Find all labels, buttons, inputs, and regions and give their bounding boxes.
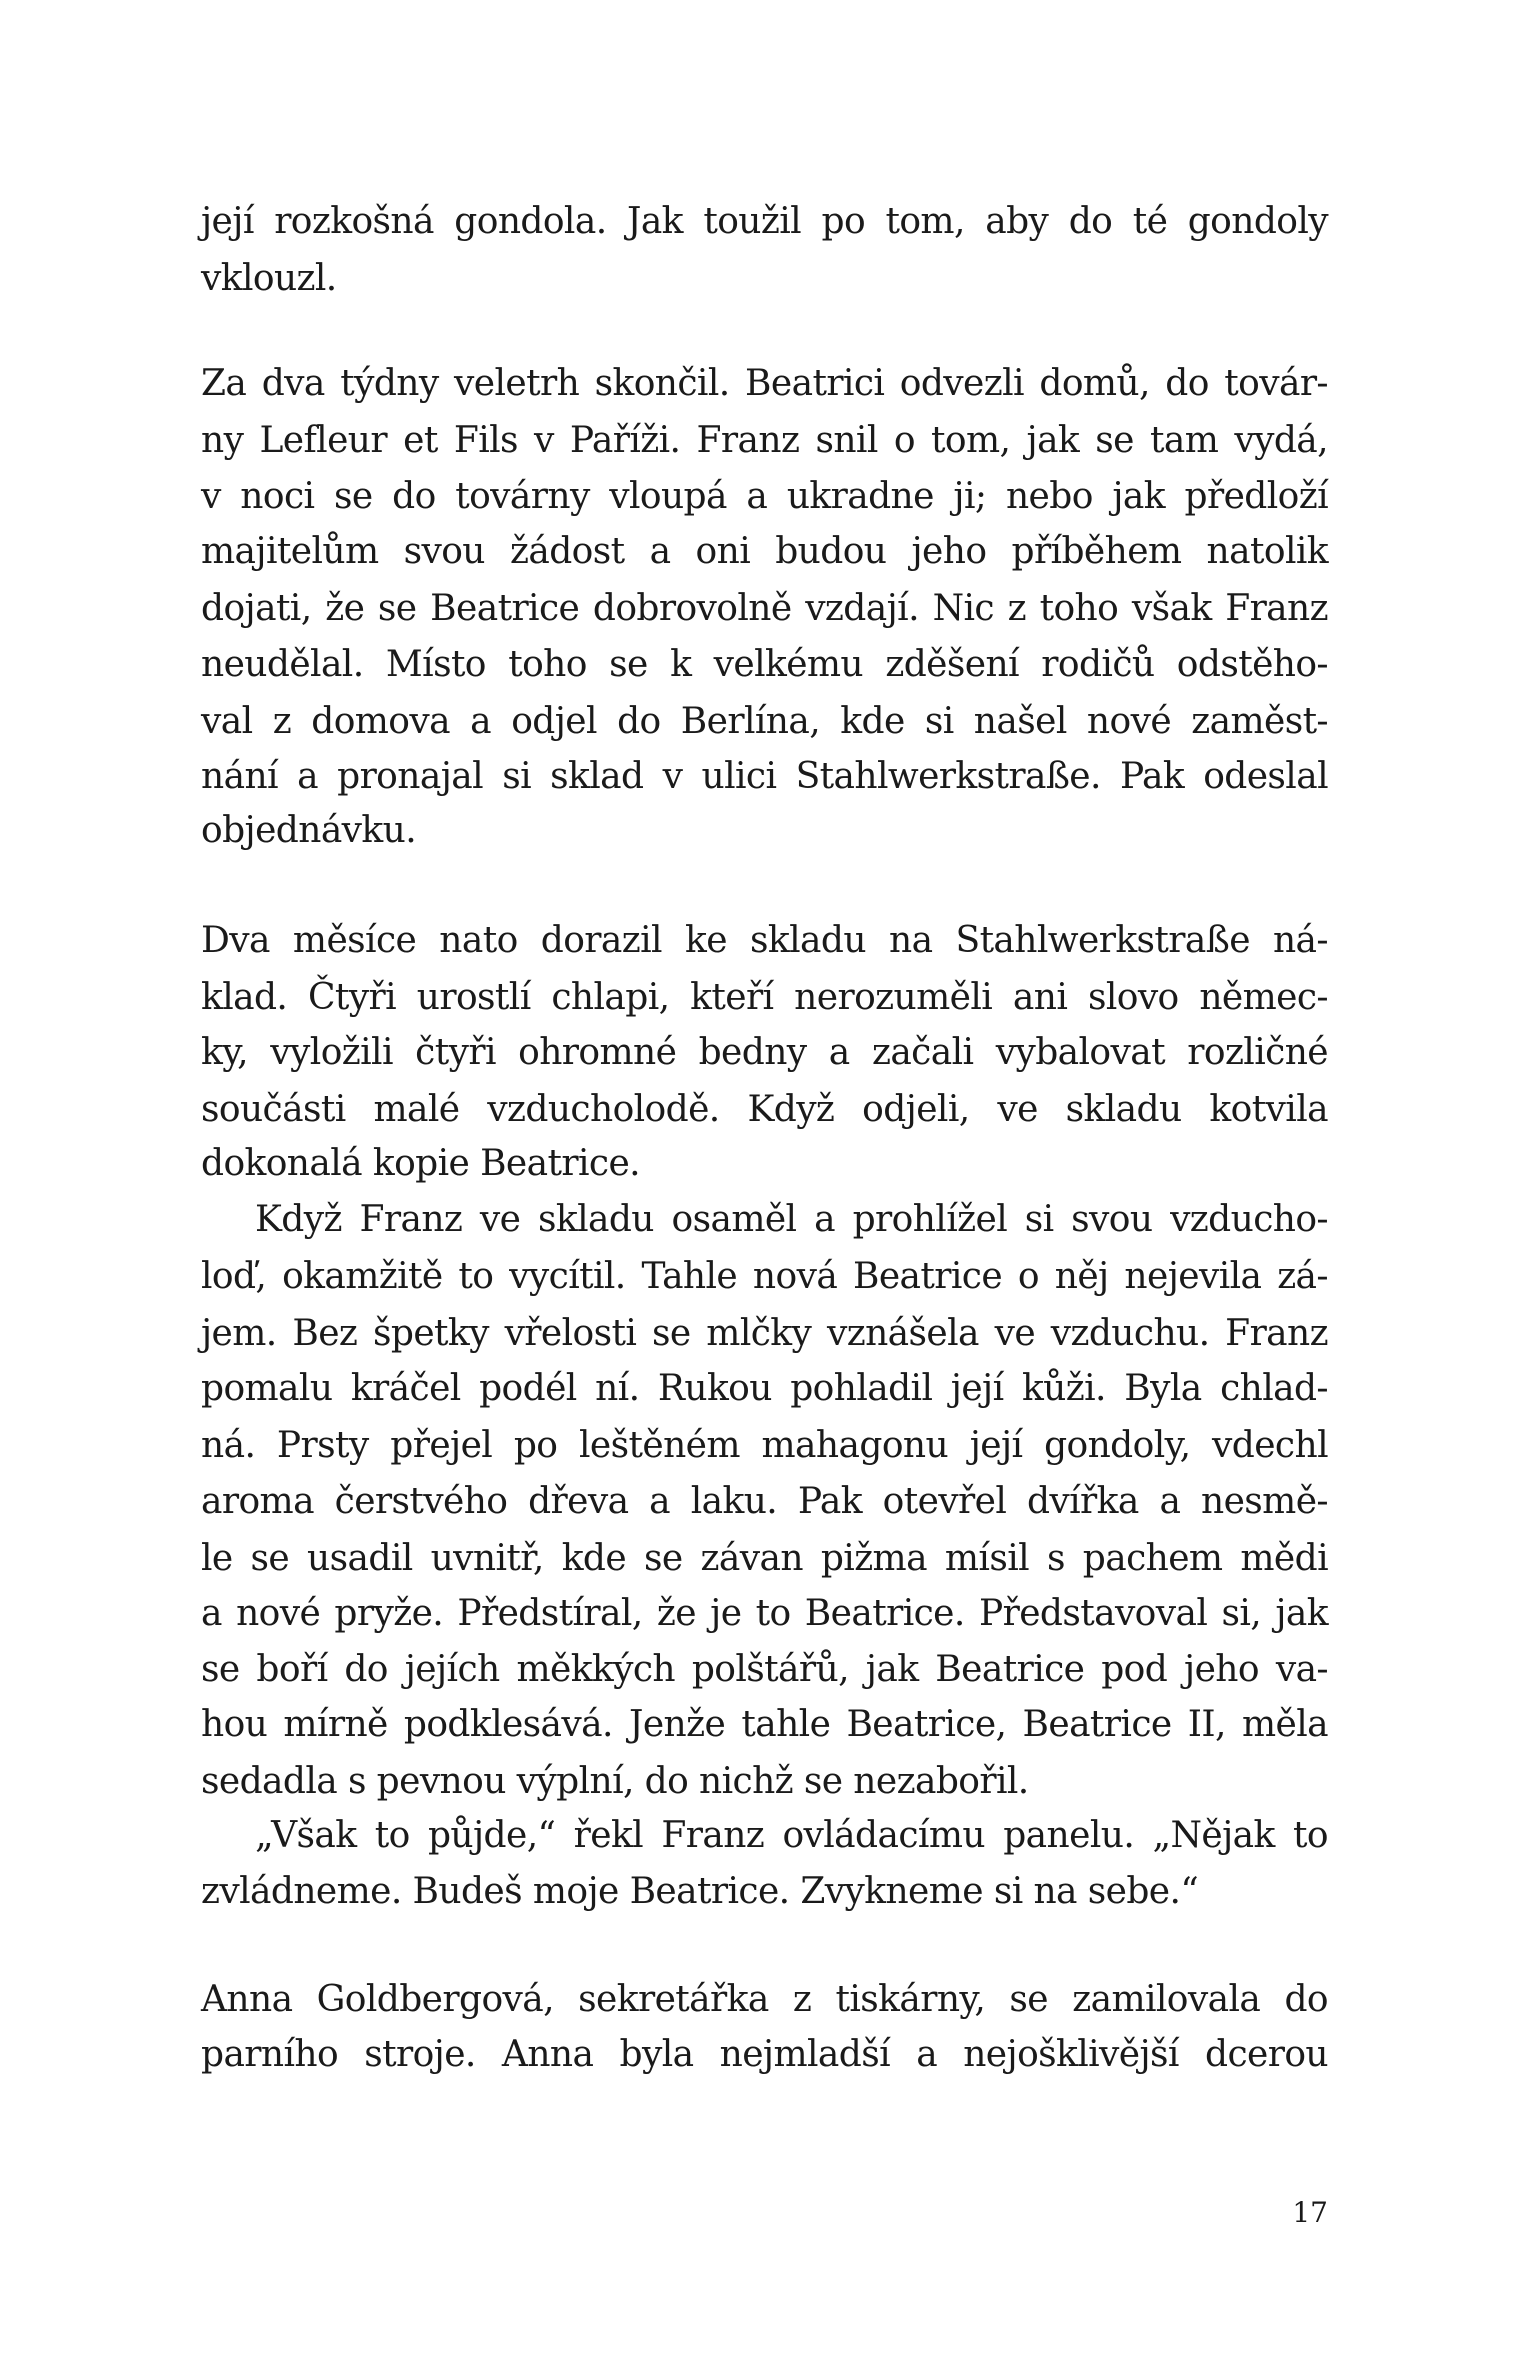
text-line: ky, vyložili čtyři ohromné bedny a začali vybalovat rozličné xyxy=(201,1032,1328,1073)
text-line: vklouzl. xyxy=(201,258,337,299)
text-line: le se usadil uvnitř, kde se závan pižma mísil s pachem mědi xyxy=(201,1538,1328,1579)
text-line: Dva měsíce nato dorazil ke skladu na Stahlwerkstraße ná- xyxy=(201,920,1328,961)
text-line: jem. Bez špetky vřelosti se mlčky vznášela ve vzduchu. Franz xyxy=(201,1313,1328,1354)
text-line: Za dva týdny veletrh skončil. Beatrici odvezli domů, do továr- xyxy=(201,363,1328,404)
page-number: 17 xyxy=(1292,2196,1328,2229)
text-line: klad. Čtyři urostlí chlapi, kteří nerozuměli ani slovo němec- xyxy=(201,977,1328,1018)
text-line: Anna Goldbergová, sekretářka z tiskárny, se zamilovala do xyxy=(201,1979,1328,2020)
text-line: zvládneme. Budeš moje Beatrice. Zvykneme si na sebe.“ xyxy=(201,1871,1199,1912)
text-line: a nové pryže. Předstíral, že je to Beatrice. Představoval si, jak xyxy=(201,1593,1328,1634)
text-line: Když Franz ve skladu osaměl a prohlížel si svou vzducho- xyxy=(255,1199,1328,1240)
text-line: ná. Prsty přejel po leštěném mahagonu její gondoly, vdechl xyxy=(201,1425,1328,1466)
text-line: její rozkošná gondola. Jak toužil po tom, aby do té gondoly xyxy=(201,201,1328,242)
text-line: loď, okamžitě to vycítil. Tahle nová Beatrice o něj nejevila zá- xyxy=(201,1256,1328,1297)
text-line: sedadla s pevnou výplní, do nichž se nezabořil. xyxy=(201,1761,1029,1802)
text-line: parního stroje. Anna byla nejmladší a nejošklivější dcerou xyxy=(201,2034,1328,2075)
text-line: součásti malé vzducholodě. Když odjeli, ve skladu kotvila xyxy=(201,1089,1328,1130)
text-line: „Však to půjde,“ řekl Franz ovládacímu panelu. „Nějak to xyxy=(255,1815,1328,1856)
text-line: v noci se do továrny vloupá a ukradne ji; nebo jak předloží xyxy=(201,476,1328,517)
text-line: aroma čerstvého dřeva a laku. Pak otevřel dvířka a nesmě- xyxy=(201,1481,1328,1522)
text-line: val z domova a odjel do Berlína, kde si našel nové zaměst- xyxy=(201,701,1328,742)
text-line: se boří do jejích měkkých polštářů, jak Beatrice pod jeho va- xyxy=(201,1649,1328,1690)
text-line: ny Lefleur et Fils v Paříži. Franz snil o tom, jak se tam vydá, xyxy=(201,420,1328,461)
text-line: neudělal. Místo toho se k velkému zděšení rodičů odstěho- xyxy=(201,644,1328,685)
text-line: dojati, že se Beatrice dobrovolně vzdají. Nic z toho však Franz xyxy=(201,588,1328,629)
text-line: pomalu kráčel podél ní. Rukou pohladil její kůži. Byla chlad- xyxy=(201,1368,1328,1409)
text-line: dokonalá kopie Beatrice. xyxy=(201,1143,640,1184)
text-line: nání a pronajal si sklad v ulici Stahlwerkstraße. Pak odeslal xyxy=(201,756,1328,797)
text-line: majitelům svou žádost a oni budou jeho příběhem natolik xyxy=(201,531,1328,572)
text-line: hou mírně podklesává. Jenže tahle Beatrice, Beatrice II, měla xyxy=(201,1704,1328,1745)
text-line: objednávku. xyxy=(201,810,417,851)
